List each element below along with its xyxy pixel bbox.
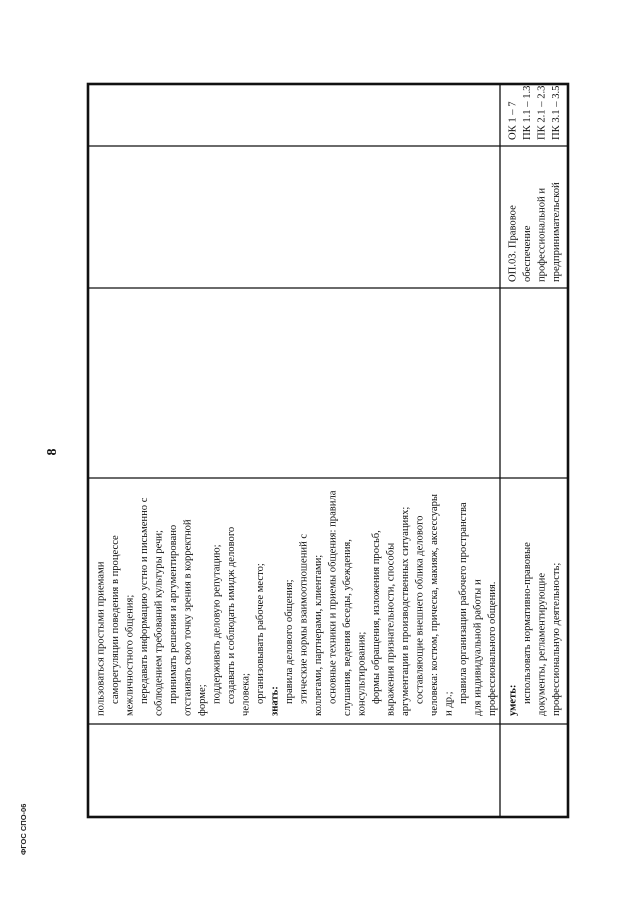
cell-line: межличностного общения; [124, 594, 136, 716]
cell-line: документы, регламентирующие [536, 572, 548, 716]
cell-line: правила делового общения; [284, 579, 295, 704]
competency-code: ПК 3.1 – 3.5 [551, 85, 562, 140]
discipline-line: ОП.03. Правовое [507, 205, 519, 282]
cell-line: человека; [240, 673, 252, 716]
cell-line: принимать решения и аргументировано [168, 524, 179, 704]
cell-line: консультирования; [356, 631, 368, 716]
cell-line: соблюдением требований культуры речи; [153, 529, 165, 716]
cell-line: форме; [197, 684, 208, 716]
competency-code: ОК 1 – 7 [507, 101, 519, 140]
cell-line: использовать нормативно-правовые [522, 542, 533, 704]
row2-skills-cell [508, 542, 563, 716]
cell-line: для индивидуальной работы и [472, 579, 484, 716]
cell-line: пользоваться простыми приемами [95, 561, 107, 716]
cell-line: аргументации в производственных ситуациях; [400, 506, 411, 716]
cell-line: этические нормы взаимоотношений с [298, 533, 310, 704]
competency-code: ПК 1.1 – 1.3 [522, 85, 533, 140]
competency-codes-cell [508, 86, 563, 140]
row1-skills-cell [96, 490, 499, 716]
section-heading-umet: уметь: [507, 684, 519, 716]
cell-line: организовывать рабочее место; [255, 563, 266, 704]
cell-line: слушания, ведения беседы, убеждения, [342, 539, 353, 716]
section-heading-znat: знать: [269, 686, 281, 716]
cell-line: профессиональную деятельность; [551, 562, 562, 716]
cell-line: профессионального общения. [487, 581, 498, 716]
cell-line: саморегуляции поведения в процессе [110, 535, 121, 704]
cell-line: коллегами, партнерами, клиентами; [313, 554, 324, 716]
discipline-line: профессиональной и [536, 188, 548, 282]
cell-line: выражения признательности, способы [385, 542, 397, 716]
cell-line: составляющие внешнего облика делового [414, 515, 426, 704]
cell-line: основные техники и приемы общения: правила [327, 490, 339, 704]
cell-line: отстаивать свою точку зрения в корректной [182, 519, 194, 716]
discipline-line: обеспечение [522, 225, 533, 282]
cell-line: передавать информацию устно и письменно с [139, 497, 150, 704]
page-number: 8 [45, 448, 60, 456]
cell-line: поддерживать деловую репутацию; [211, 544, 223, 704]
cell-line: создавать и соблюдать имидж делового [226, 526, 237, 704]
discipline-line: предпринимательской [551, 182, 562, 282]
competency-code: ПК 2.1 – 2.3 [536, 85, 548, 140]
footer-label: ФГОС СПО-06 [19, 803, 28, 855]
discipline-name-cell [508, 182, 563, 282]
cell-line: формы обращения, изложения просьб, [371, 530, 382, 704]
cell-line: человека: костюм, прическа, макияж, аксессуары [429, 494, 440, 716]
cell-line: правила организации рабочего пространства [458, 502, 469, 704]
cell-line: и др.; [443, 691, 455, 716]
